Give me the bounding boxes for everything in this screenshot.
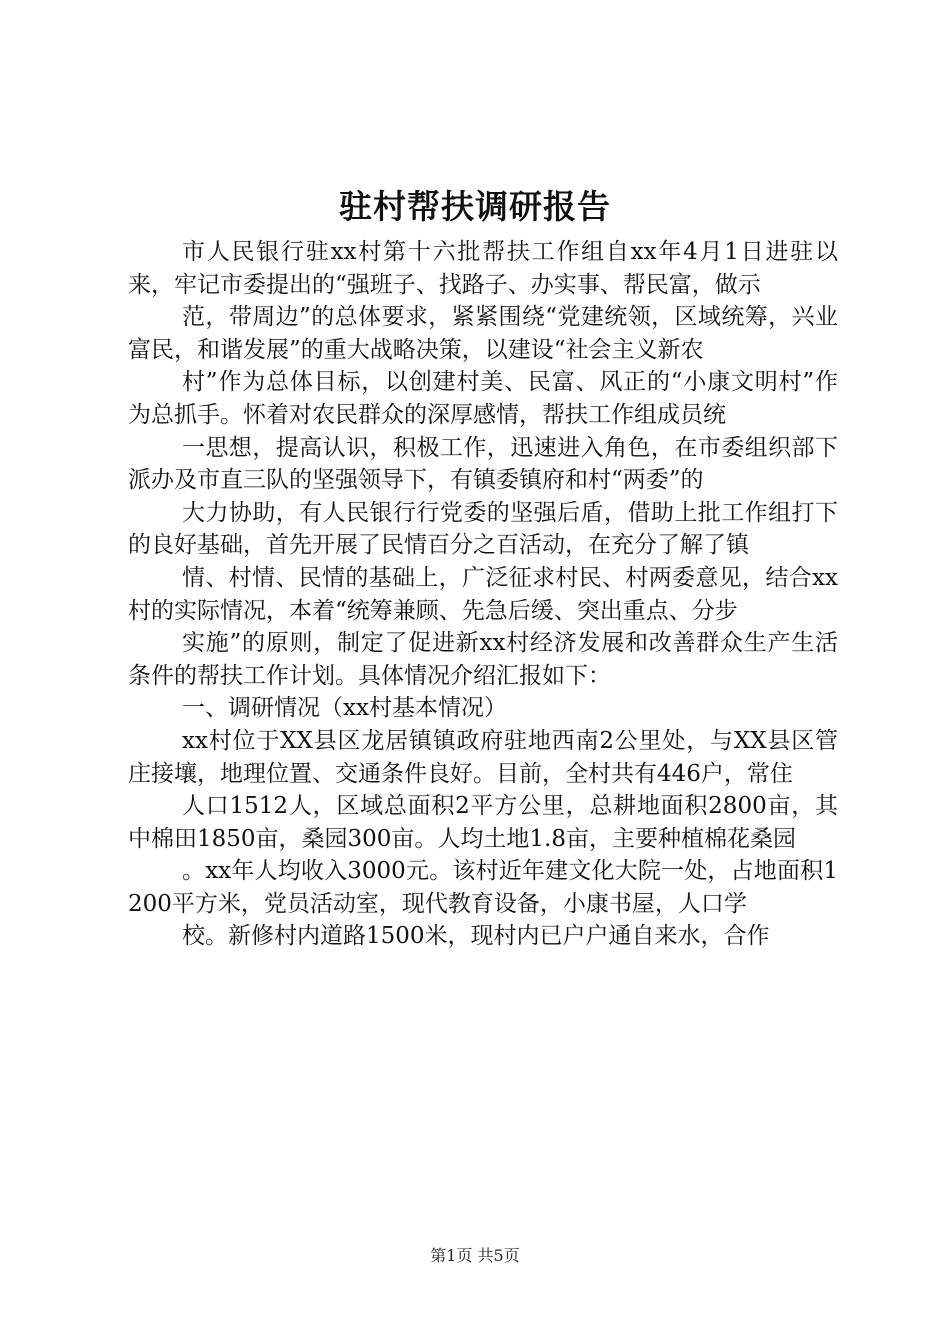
paragraph: xx村位于XX县区龙居镇镇政府驻地西南2公里处，与XX县区管庄接壤，地理位置、交通条件良好。目前，全村共有446户，常住 [128,727,838,787]
paragraph: 村”作为总体目标，以创建村美、民富、风正的“小康文明村”作为总抓手。怀着对农民群众的深厚感情，帮扶工作组成员统 [128,369,838,428]
paragraph: 范，带周边”的总体要求，紧紧围绕“党建统领，区域统筹，兴业富民，和谐发展”的重大战略决策，以建设“社会主义新农 [128,304,838,363]
paragraph: 情、村情、民情的基础上，广泛征求村民、村两委意见，结合xx村的实际情况，本着“统筹兼顾、先急后缓、突出重点、分步 [128,564,838,624]
document-body [128,236,838,953]
paragraph: 大力协助，有人民银行行党委的坚强后盾，借助上批工作组打下的良好基础，首先开展了民情百分之百活动，在充分了解了镇 [128,499,838,559]
document-title: 驻村帮扶调研报告 [339,187,611,226]
paragraph: 一思想，提高认识，积极工作，迅速进入角色，在市委组织部下派办及市直三队的坚强领导下，有镇委镇府和村“两委”的 [128,434,838,494]
page-footer: 第1页 共5页 [430,1246,520,1265]
paragraph: 市人民银行驻xx村第十六批帮扶工作组自xx年4月1日进驻以来，牢记市委提出的“强班子、找路子、办实事、帮民富，做示 [128,239,838,298]
paragraph: 校。新修村内道路1500米，现村内已户户通自来水，合作 [182,923,770,950]
paragraph: 。xx年人均收入3000元。该村近年建文化大院一处，占地面积1200平方米，党员活动室，现代教育设备，小康书屋，人口学 [128,858,838,917]
paragraph: 实施”的原则，制定了促进新xx村经济发展和改善群众生产生活条件的帮扶工作计划。具体情况介绍汇报如下： [128,630,838,689]
paragraph: 人口1512人，区域总面积2平方公里，总耕地面积2800亩，其中棉田1850亩，桑园300亩。人均土地1.8亩，主要种植棉花桑园 [128,793,838,852]
section-heading: 一、调研情况（xx村基本情况） [182,695,507,722]
